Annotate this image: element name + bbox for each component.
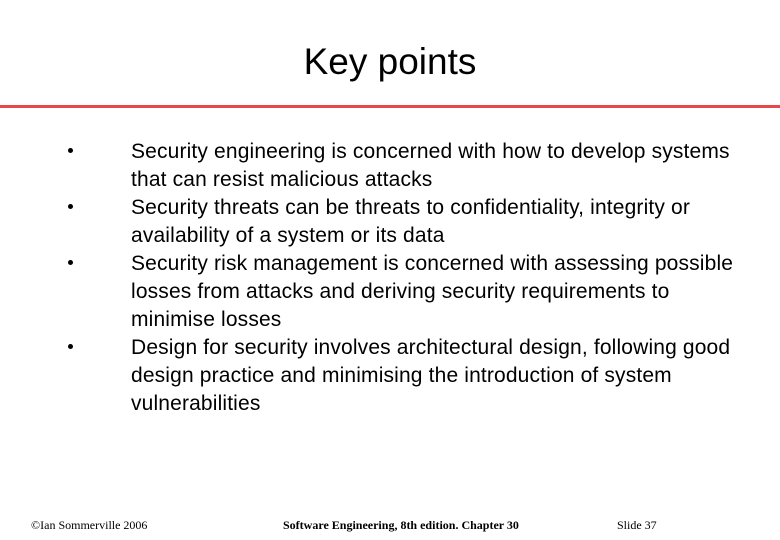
- bullet-dot-icon: [68, 148, 73, 153]
- footer-book-title: Software Engineering, 8th edition. Chapter 30: [283, 518, 519, 532]
- title-divider: [0, 105, 780, 108]
- footer-slide-number: Slide 37: [617, 518, 657, 532]
- bullet-item: [0, 138, 751, 194]
- footer-copyright: ©Ian Sommerville 2006: [31, 518, 148, 532]
- bullet-dot-icon: [68, 204, 73, 209]
- slide-title: Key points: [303, 41, 477, 82]
- bullet-item: [0, 334, 751, 418]
- bullet-item: [0, 250, 751, 334]
- bullet-text: Security risk management is concerned with assessing possible losses from attacks and deriving security requirements to minimise losses: [131, 252, 734, 331]
- bullet-list: [0, 138, 780, 418]
- bullet-dot-icon: [68, 344, 73, 349]
- bullet-item: [0, 194, 751, 250]
- bullet-text: Security engineering is concerned with how to develop systems that can resist malicious attacks: [131, 140, 730, 191]
- bullet-text: Design for security involves architectural design, following good design practice and minimising the introduction of system vulnerabilities: [131, 336, 731, 415]
- bullet-dot-icon: [68, 260, 73, 265]
- bullet-text: Security threats can be threats to confidentiality, integrity or availability of a system or its data: [131, 196, 690, 247]
